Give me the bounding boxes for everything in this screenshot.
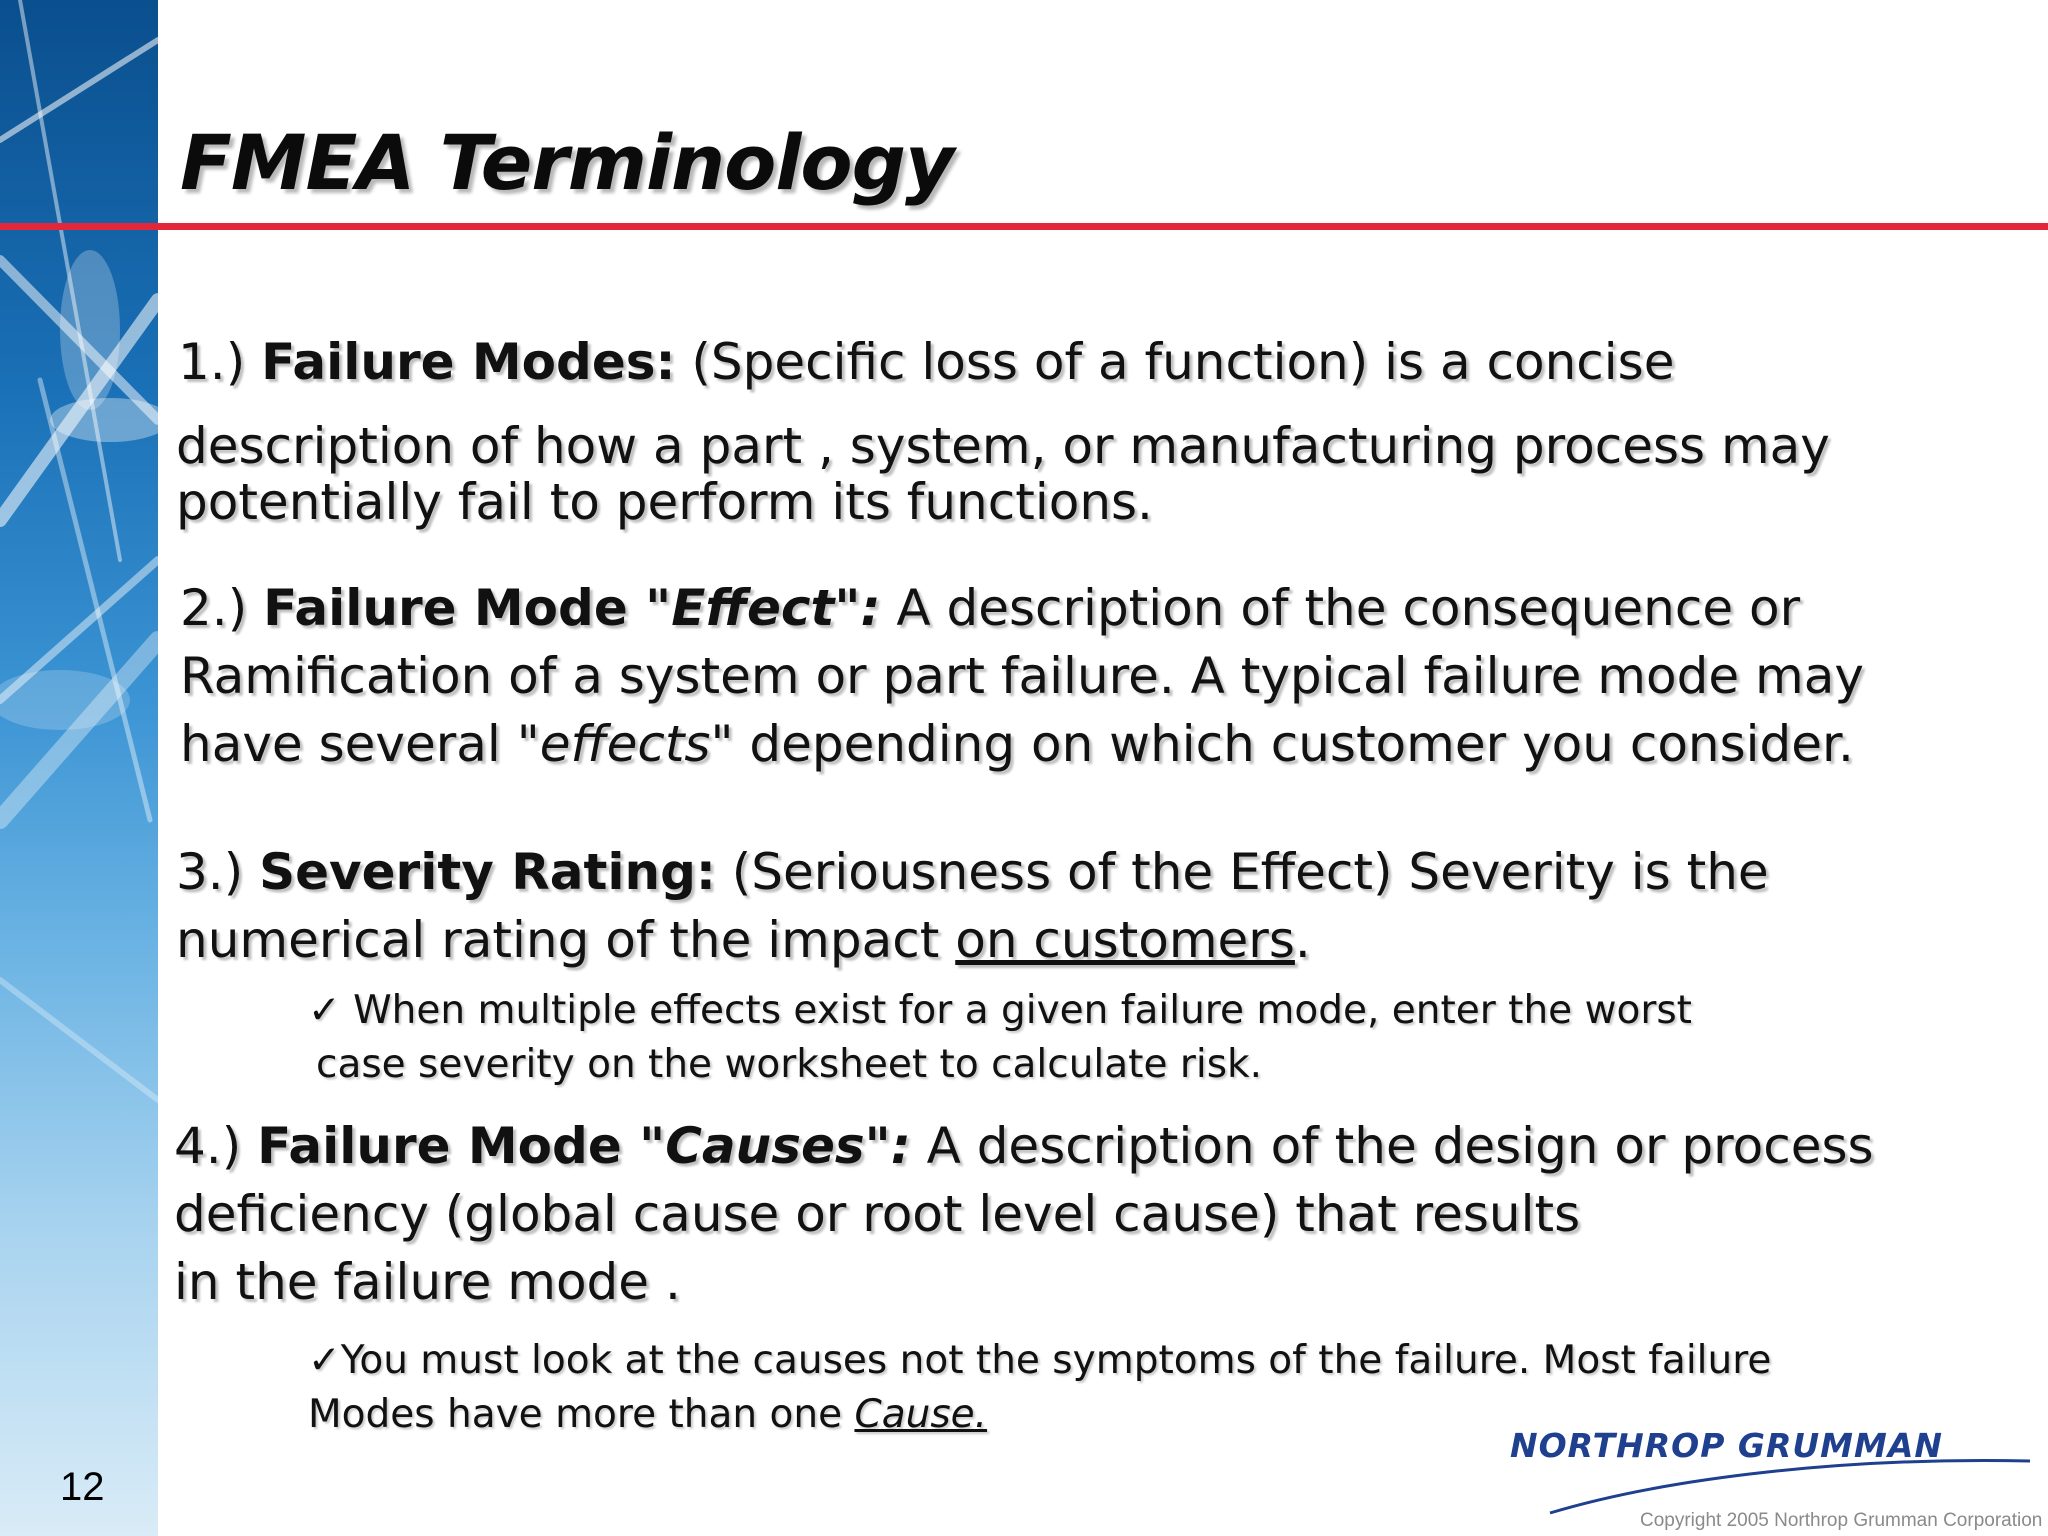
- item-text: (Seriousness of the Effect) Severity is the: [715, 843, 1769, 901]
- term-quoted: "Effect":: [645, 579, 881, 637]
- note-text: case severity on the worksheet to calculate risk.: [316, 1042, 1263, 1087]
- slide-title: FMEA Terminology: [180, 118, 954, 207]
- term-label: Failure Modes:: [261, 333, 676, 391]
- item-number: 2.): [180, 579, 264, 637]
- underlined-text: on customers: [955, 911, 1295, 969]
- item-number: 4.): [174, 1117, 258, 1175]
- checkmark-icon: ✓: [308, 1338, 341, 1383]
- item-text: .: [1294, 911, 1311, 969]
- light-streaks-graphic: [0, 0, 158, 1536]
- item-number: 3.): [176, 843, 260, 901]
- note-text: You must look at the causes not the symptoms of the failure. Most failure: [340, 1338, 1772, 1383]
- term-quoted: "Causes":: [639, 1117, 911, 1175]
- item-text: deficiency (global cause or root level cause) that results: [174, 1185, 1581, 1243]
- decorative-sidebar: [0, 0, 158, 1536]
- note-text: Modes have more than one: [308, 1392, 855, 1437]
- term-label: Failure Mode: [257, 1117, 640, 1175]
- item-failure-mode-causes: [174, 1112, 1874, 1316]
- page-number: 12: [60, 1465, 105, 1509]
- item-text: have several: [180, 715, 517, 773]
- item-text: numerical rating of the impact: [176, 911, 956, 969]
- item-text: description of how a part , system, or manufacturing process may: [176, 417, 1830, 475]
- term-label: Severity Rating:: [259, 843, 716, 901]
- logo-swoosh: [1550, 1460, 2030, 1513]
- item-text: depending on which customer you consider.: [733, 715, 1854, 773]
- logo-wordmark: NORTHROP GRUMMAN: [1510, 1426, 1943, 1465]
- cause-link: Cause.: [854, 1392, 988, 1437]
- note-text: When multiple effects exist for a given failure mode, enter the worst: [340, 988, 1692, 1033]
- item-text: Ramification of a system or part failure. A typical failure mode may: [180, 647, 1864, 705]
- item-text: A description of the design or process: [910, 1117, 1874, 1175]
- item-failure-modes-continued: [176, 418, 1830, 530]
- item-text: (Specific loss of a function) is a concise: [675, 333, 1675, 391]
- severity-note: [308, 984, 1692, 1092]
- item-text: in the failure mode .: [174, 1253, 681, 1311]
- checkmark-icon: ✓: [308, 988, 341, 1033]
- item-failure-modes: [178, 328, 1674, 396]
- item-severity-rating: [176, 838, 1769, 974]
- item-failure-mode-effect: [180, 574, 1864, 778]
- term-label: Failure Mode: [263, 579, 646, 637]
- northrop-grumman-logo: [1500, 1405, 2040, 1525]
- item-number: 1.): [178, 333, 262, 391]
- item-text: A description of the consequence or: [880, 579, 1801, 637]
- italic-term: "effects": [516, 715, 734, 773]
- copyright-notice: Copyright 2005 Northrop Grumman Corporation: [1640, 1510, 2043, 1531]
- title-divider: [0, 223, 2048, 230]
- item-text: potentially fail to perform its functions.: [176, 473, 1153, 531]
